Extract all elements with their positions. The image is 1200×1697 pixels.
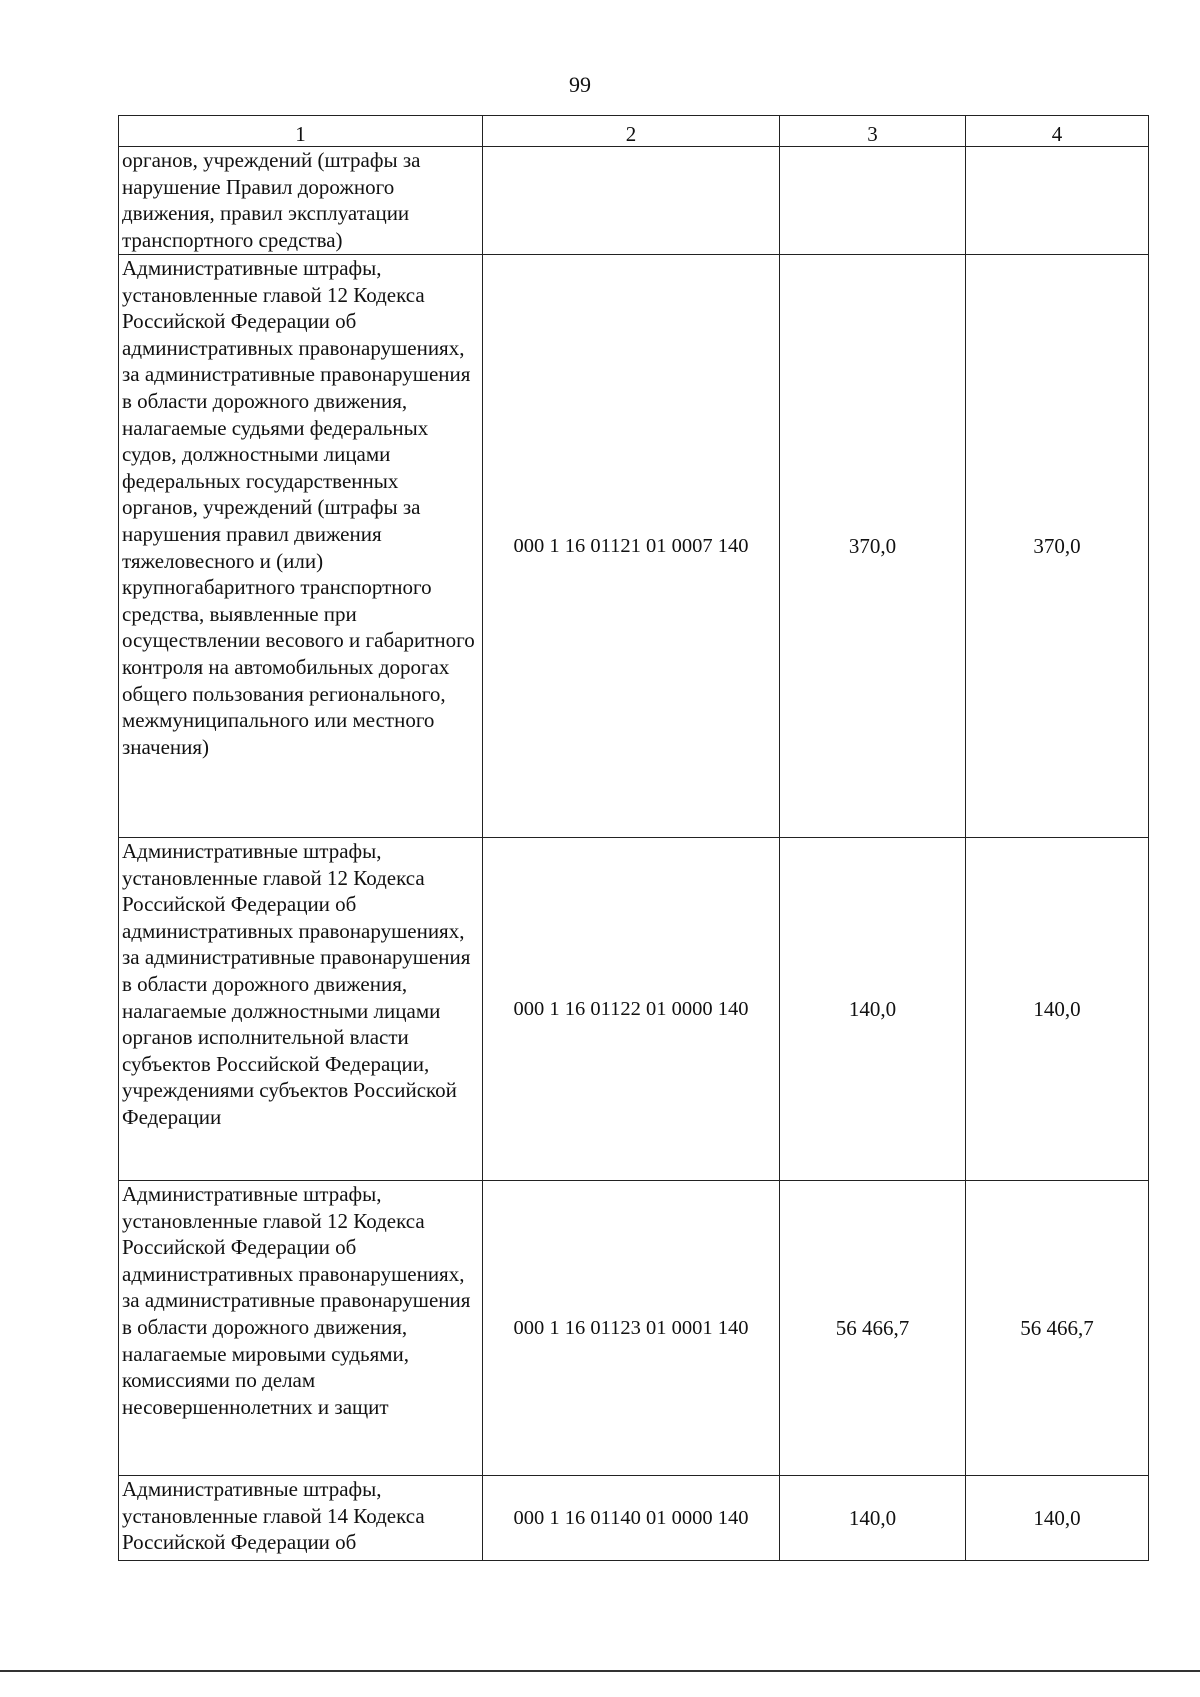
row-value-4-cell: 370,0	[966, 255, 1149, 838]
budget-table	[118, 115, 1149, 1561]
row-code-cell: 000 1 16 01123 01 0001 140	[483, 1181, 780, 1476]
page-bottom-rule	[0, 1670, 1200, 1672]
row-value-4-cell: 56 466,7	[966, 1181, 1149, 1476]
row-value-3-cell: 370,0	[780, 255, 966, 838]
row-name-cell: Административные штрафы, установленные главой 12 Кодекса Российской Федерации об административных правонарушениях, за административные правонарушения в области дорожного движения, налагаемые судьями федеральных судов, должностными лицами федеральных государственных органов, учреждений (штрафы за нарушения правил движения тяжеловесного и (или) крупногабаритного транспортного средства, выявленные при осуществлении весового и габаритного контроля на автомобильных дорогах общего пользования регионального, межмуниципального или местного значения)	[119, 255, 483, 838]
table-row	[119, 255, 1149, 838]
table-row	[119, 147, 1149, 255]
row-value-4-cell: 140,0	[966, 1476, 1149, 1561]
table-header-row	[119, 116, 1149, 147]
table-row	[119, 1181, 1149, 1476]
row-value-3-cell: 56 466,7	[780, 1181, 966, 1476]
row-name-cell: Административные штрафы, установленные главой 12 Кодекса Российской Федерации об административных правонарушениях, за административные правонарушения в области дорожного движения, налагаемые мировыми судьями, комиссиями по делам несовершеннолетних и защит	[119, 1181, 483, 1476]
table-row	[119, 1476, 1149, 1561]
row-code-cell: 000 1 16 01122 01 0000 140	[483, 838, 780, 1181]
row-name-cell: органов, учреждений (штрафы за нарушение Правил дорожного движения, правил эксплуатации транспортного средства)	[119, 147, 483, 255]
row-value-3-cell: 140,0	[780, 1476, 966, 1561]
column-header-3: 3	[780, 116, 966, 147]
table-row	[119, 838, 1149, 1181]
row-value-3-cell	[780, 147, 966, 255]
column-header-4: 4	[966, 116, 1149, 147]
column-header-1: 1	[119, 116, 483, 147]
row-code-cell	[483, 147, 780, 255]
row-value-4-cell	[966, 147, 1149, 255]
column-header-2: 2	[483, 116, 780, 147]
page-number: 99	[569, 72, 591, 97]
row-value-4-cell: 140,0	[966, 838, 1149, 1181]
row-name-cell: Административные штрафы, установленные главой 14 Кодекса Российской Федерации об	[119, 1476, 483, 1561]
row-code-cell: 000 1 16 01140 01 0000 140	[483, 1476, 780, 1561]
row-code-cell: 000 1 16 01121 01 0007 140	[483, 255, 780, 838]
row-value-3-cell: 140,0	[780, 838, 966, 1181]
row-name-cell: Административные штрафы, установленные главой 12 Кодекса Российской Федерации об административных правонарушениях, за административные правонарушения в области дорожного движения, налагаемые должностными лицами органов исполнительной власти субъектов Российской Федерации, учреждениями субъектов Российской Федерации	[119, 838, 483, 1181]
